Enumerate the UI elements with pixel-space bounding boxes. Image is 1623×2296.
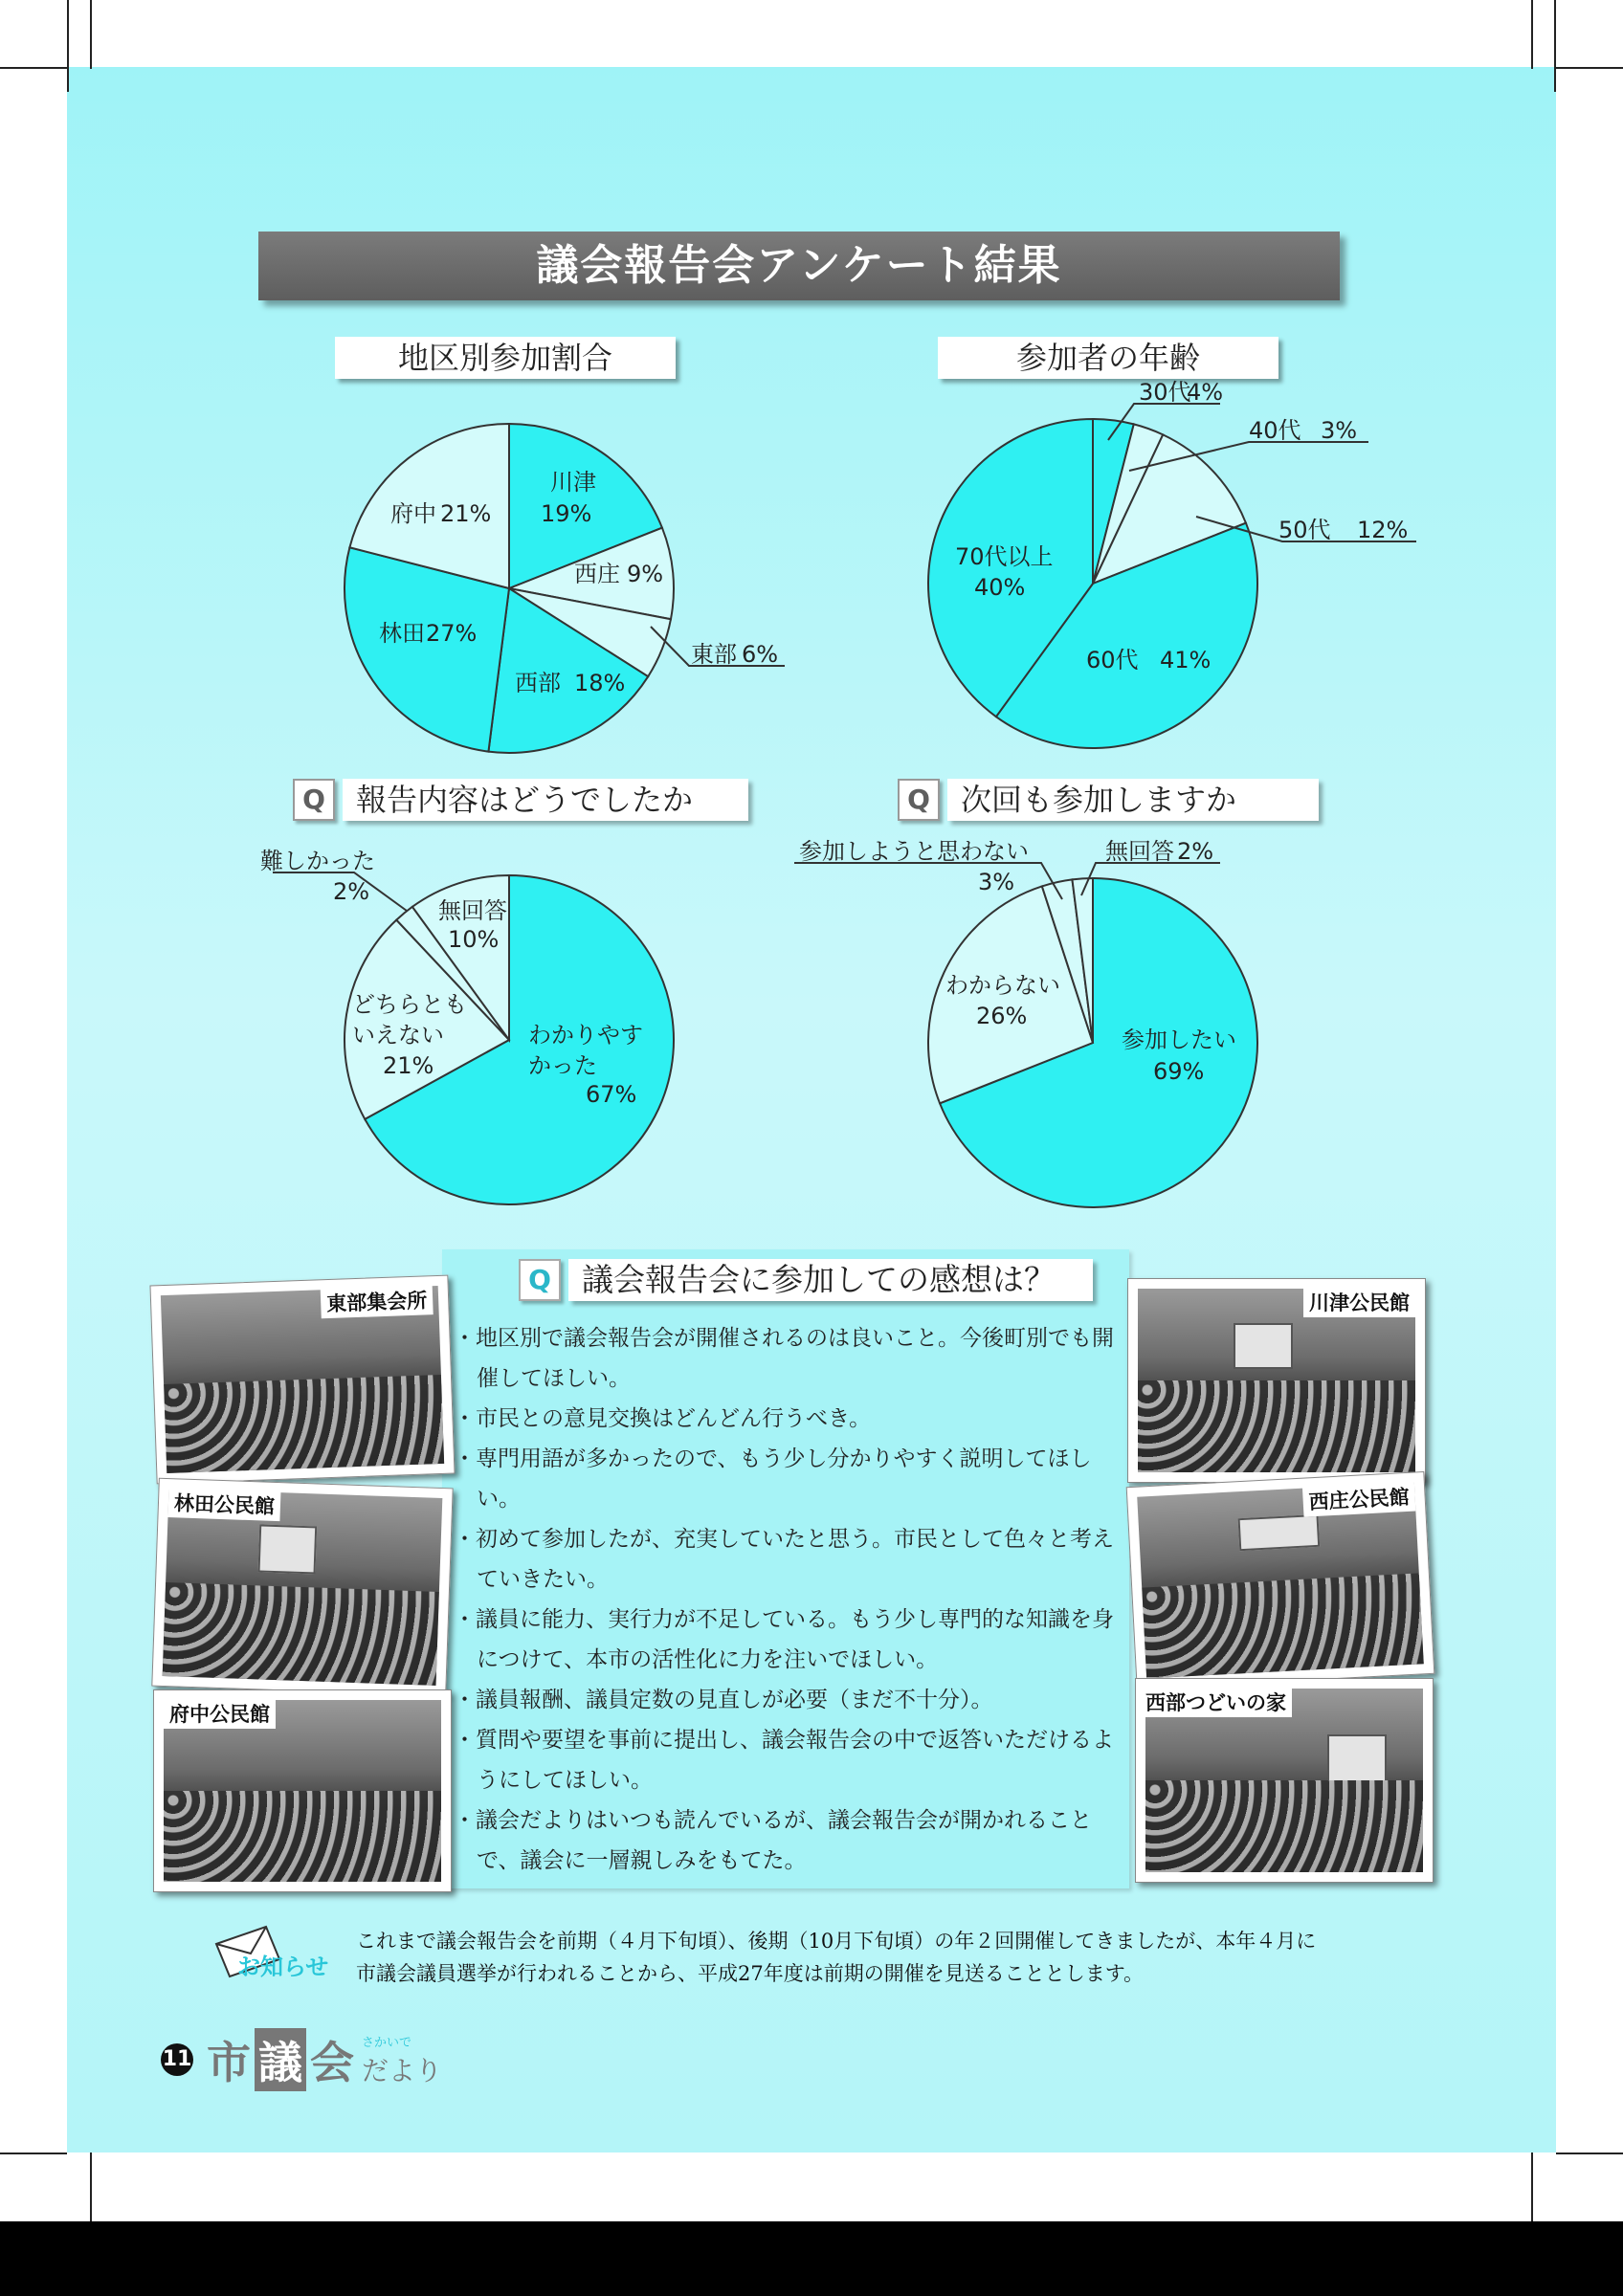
chart-title-district: 地区別参加割合 xyxy=(335,337,676,379)
impression-item: ・ 議会だよりはいつも読んでいるが、議会報告会が開かれることで、議会に一層親しみをもてた。 xyxy=(454,1800,1123,1881)
slice-label: 西庄 xyxy=(574,561,620,587)
impression-item: ・ 初めて参加したが、充実していたと思う。市民として色々と考えていきたい。 xyxy=(454,1519,1123,1600)
crop-mark xyxy=(90,2152,92,2221)
impression-item: ・ 議員報酬、議員定数の見直しが必要（まだ不十分）。 xyxy=(454,1680,1123,1720)
photo-caption: 府中公民館 xyxy=(164,1698,276,1729)
photo-caption: 西部つどいの家 xyxy=(1140,1687,1292,1717)
slice-value: 9% xyxy=(627,561,664,587)
photo-hayashida xyxy=(151,1478,453,1697)
footer xyxy=(161,2028,442,2091)
slice-label: 30代 xyxy=(1139,379,1191,406)
slice-value: 3% xyxy=(978,869,1015,895)
footer-sub-big: だより xyxy=(362,2054,443,2086)
slice-value: 27% xyxy=(426,620,478,647)
slice-value: 6% xyxy=(742,641,779,668)
slice-label: 西部 xyxy=(515,670,561,696)
crop-mark xyxy=(1556,2152,1623,2154)
slice-value: 21% xyxy=(383,1052,434,1079)
impressions-list xyxy=(454,1318,1123,1881)
crop-mark xyxy=(1531,0,1533,69)
slice-value: 10% xyxy=(448,926,500,953)
slice-value: 40% xyxy=(974,574,1026,601)
slice-value: 2% xyxy=(1177,838,1214,865)
slice-value: 67% xyxy=(586,1081,637,1108)
slice-label: わからない xyxy=(945,972,1060,999)
page-title: 議会報告会アンケート結果 xyxy=(258,232,1340,300)
footer-logo-sub xyxy=(362,2032,442,2088)
slice-label: いえない xyxy=(352,1022,444,1049)
slice-label: 川津 xyxy=(550,469,596,496)
photo-caption: 東部集会所 xyxy=(321,1284,434,1318)
slice-label: 無回答 xyxy=(1105,838,1174,865)
crop-mark xyxy=(1531,2152,1533,2221)
slice-label: 60代 xyxy=(1086,647,1139,673)
slice-label: 林田 xyxy=(379,620,425,647)
crop-mark xyxy=(1556,67,1623,69)
pie-chart-next-attendance xyxy=(785,832,1359,1234)
page-number: 11 xyxy=(161,2043,193,2076)
slice-label: 70代以上 xyxy=(955,543,1054,570)
impression-item: ・ 市民との意見交換はどんどん行うべき。 xyxy=(454,1399,1123,1439)
slice-label: かった xyxy=(528,1052,597,1079)
slice-value: 2% xyxy=(333,878,370,905)
slice-label: 50代 xyxy=(1278,517,1331,543)
question-report-content xyxy=(293,779,748,821)
slice-label: わかりやす xyxy=(528,1022,643,1049)
slice-value: 18% xyxy=(574,670,626,696)
crop-mark xyxy=(1554,0,1556,92)
footer-sub-small: さかいで xyxy=(362,2035,412,2050)
slice-label: 府中 xyxy=(390,500,436,527)
slice-label: 40代 xyxy=(1249,417,1301,444)
q-badge: Q xyxy=(898,779,940,821)
chart-title-age: 参加者の年齢 xyxy=(938,337,1278,379)
slice-value: 21% xyxy=(440,500,492,527)
slice-value: 3% xyxy=(1321,417,1358,444)
crop-mark xyxy=(0,67,67,69)
pie-chart-report-content xyxy=(249,848,785,1234)
photo-nishinosho xyxy=(1126,1471,1435,1689)
q-badge: Q xyxy=(293,779,335,821)
slice-value: 26% xyxy=(976,1003,1028,1029)
crop-mark xyxy=(67,0,69,92)
impression-item: ・ 専門用語が多かったので、もう少し分かりやすく説明してほしい。 xyxy=(454,1439,1123,1519)
pie-chart-district xyxy=(287,383,823,784)
slice-value: 4% xyxy=(1187,379,1224,406)
slice-label: 参加しようと思わない xyxy=(799,838,1029,865)
footer-logo-char: 議 xyxy=(255,2028,306,2091)
slice-value: 19% xyxy=(541,500,592,527)
q-badge: Q xyxy=(519,1259,561,1301)
bottom-black-bar xyxy=(0,2221,1623,2296)
slice-value: 41% xyxy=(1160,647,1212,673)
photo-caption: 西庄公民館 xyxy=(1302,1481,1416,1517)
slice-label: 東部 xyxy=(691,641,737,668)
slice-label: どちらとも xyxy=(352,991,467,1018)
crop-mark xyxy=(0,2152,67,2154)
footer-logo-char: 会 xyxy=(310,2037,354,2088)
crop-mark xyxy=(90,0,92,69)
impression-item: ・ 地区別で議会報告会が開催されるのは良いこと。今後町別でも開催してほしい。 xyxy=(454,1318,1123,1399)
slice-value: 12% xyxy=(1357,517,1409,543)
impressions-title xyxy=(519,1259,1093,1301)
impressions-title-text: 議会報告会に参加しての感想は？ xyxy=(568,1259,1093,1301)
photo-caption: 林田公民館 xyxy=(167,1487,280,1521)
slice-label: 参加したい xyxy=(1122,1027,1236,1053)
photo-seibu xyxy=(1135,1678,1434,1883)
slice-label: 難しかった xyxy=(260,848,375,874)
photo-fuchu xyxy=(153,1689,452,1892)
question-text: 報告内容はどうでしたか xyxy=(343,779,748,821)
photo-kawatsu xyxy=(1127,1278,1426,1483)
slice-label: 無回答 xyxy=(438,897,507,924)
slice-value: 69% xyxy=(1153,1058,1205,1085)
question-next-attendance xyxy=(898,779,1319,821)
footer-logo-char: 市 xyxy=(207,2037,251,2088)
photo-tobu xyxy=(149,1275,455,1485)
notice-label: お知らせ xyxy=(237,1954,329,1980)
notice-text: これまで議会報告会を前期（４月下旬頃）、後期（10月下旬頃）の年２回開催してきましたが、本年４月に市議会議員選挙が行われることから、平成27年度は前期の開催を見送ることとします。 xyxy=(356,1930,1317,1985)
question-text: 次回も参加しますか xyxy=(947,779,1319,821)
photo-caption: 川津公民館 xyxy=(1303,1287,1415,1317)
pie-chart-age xyxy=(900,379,1435,784)
impression-item: ・ 質問や要望を事前に提出し、議会報告会の中で返答いただけるようにしてほしい。 xyxy=(454,1720,1123,1800)
impression-item: ・ 議員に能力、実行力が不足している。もう少し専門的な知識を身につけて、本市の活性化に力を注いでほしい。 xyxy=(454,1600,1123,1680)
